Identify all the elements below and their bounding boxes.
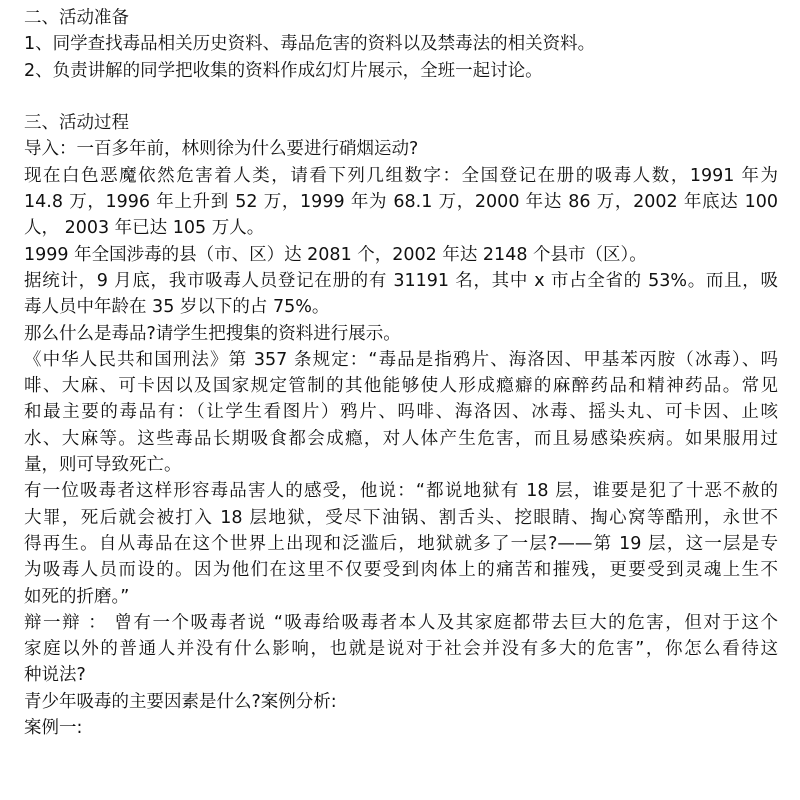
quote-line-3: 得再生。自从毒品在这个世界上出现和泛滥后，地狱就多了一层?——第 19 层，这一层是专 (24, 533, 778, 554)
counties-line: 1999 年全国涉毒的县（市、区）达 2081 个，2002 年达 2148 个县市（区）。 (24, 244, 647, 265)
local-line-1: 据统计，9 月底，我市吸毒人员登记在册的有 31191 名，其中 x 市占全省的 53%。而且，吸 (24, 270, 778, 291)
local-line-2: 毒人员中年龄在 35 岁以下的占 75%。 (24, 297, 330, 318)
what-is-drug-question: 那么什么是毒品?请学生把搜集的资料进行展示。 (24, 323, 401, 344)
prep-item-2: 2、负责讲解的同学把收集的资料作成幻灯片展示，全班一起讨论。 (24, 60, 543, 81)
prep-item-1: 1、同学查找毒品相关历史资料、毒品危害的资料以及禁毒法的相关资料。 (24, 34, 596, 55)
stats-line-2: 14.8 万，1996 年上升到 52 万，1999 年为 68.1 万，2000 年达 86 万，2002 年底达 100 (24, 192, 778, 213)
quote-line-5: 如死的折磨。” (24, 586, 130, 607)
stats-line-1: 现在白色恶魔依然危害着人类，请看下列几组数字：全国登记在册的吸毒人数，1991 年为 (24, 165, 778, 186)
intro-question: 导入：一百多年前，林则徐为什么要进行硝烟运动? (24, 139, 419, 160)
blank-line (24, 84, 778, 110)
case-label: 案例一: (24, 718, 83, 739)
debate-line-2: 家庭以外的普通人并没有什么影响，也就是说对于社会并没有多大的危害”，你怎么看待这 (24, 639, 778, 660)
law-line-5: 量，则可导致死亡。 (24, 455, 182, 476)
quote-line-4: 为吸毒人员而设的。因为他们在这里不仅要受到肉体上的痛苦和摧残，更要受到灵魂上生不 (24, 560, 778, 581)
quote-line-2: 大罪，死后就会被打入 18 层地狱，受尽下油锅、割舌头、挖眼睛、掏心窝等酷刑，永世不 (24, 507, 778, 528)
quote-line-1: 有一位吸毒者这样形容毒品害人的感受，他说：“都说地狱有 18 层，谁要是犯了十恶不赦的 (24, 481, 778, 502)
law-line-1: 《中华人民共和国刑法》第 357 条规定：“毒品是指鸦片、海洛因、甲基苯丙胺（冰毒）、吗 (24, 349, 778, 370)
debate-line-3: 种说法? (24, 665, 86, 686)
section2-heading: 二、活动准备 (24, 8, 129, 28)
law-line-2: 啡、大麻、可卡因以及国家规定管制的其他能够使人形成瘾癖的麻醉药品和精神药品。常见 (24, 376, 778, 397)
section3-heading: 三、活动过程 (24, 113, 129, 134)
stats-line-3: 人， 2003 年已达 105 万人。 (24, 218, 265, 239)
debate-line-1: 辩一辩 ： 曾有一个吸毒者说 “吸毒给吸毒者本人及其家庭都带去巨大的危害，但对于这个 (24, 612, 778, 633)
factors-question: 青少年吸毒的主要因素是什么?案例分析: (24, 691, 337, 712)
law-line-4: 水、大麻等。这些毒品长期吸食都会成瘾，对人体产生危害，而且易感染疾病。如果服用过 (24, 428, 778, 449)
law-line-3: 和最主要的毒品有：（让学生看图片）鸦片、吗啡、海洛因、冰毒、摇头丸、可卡因、止咳 (24, 402, 778, 423)
